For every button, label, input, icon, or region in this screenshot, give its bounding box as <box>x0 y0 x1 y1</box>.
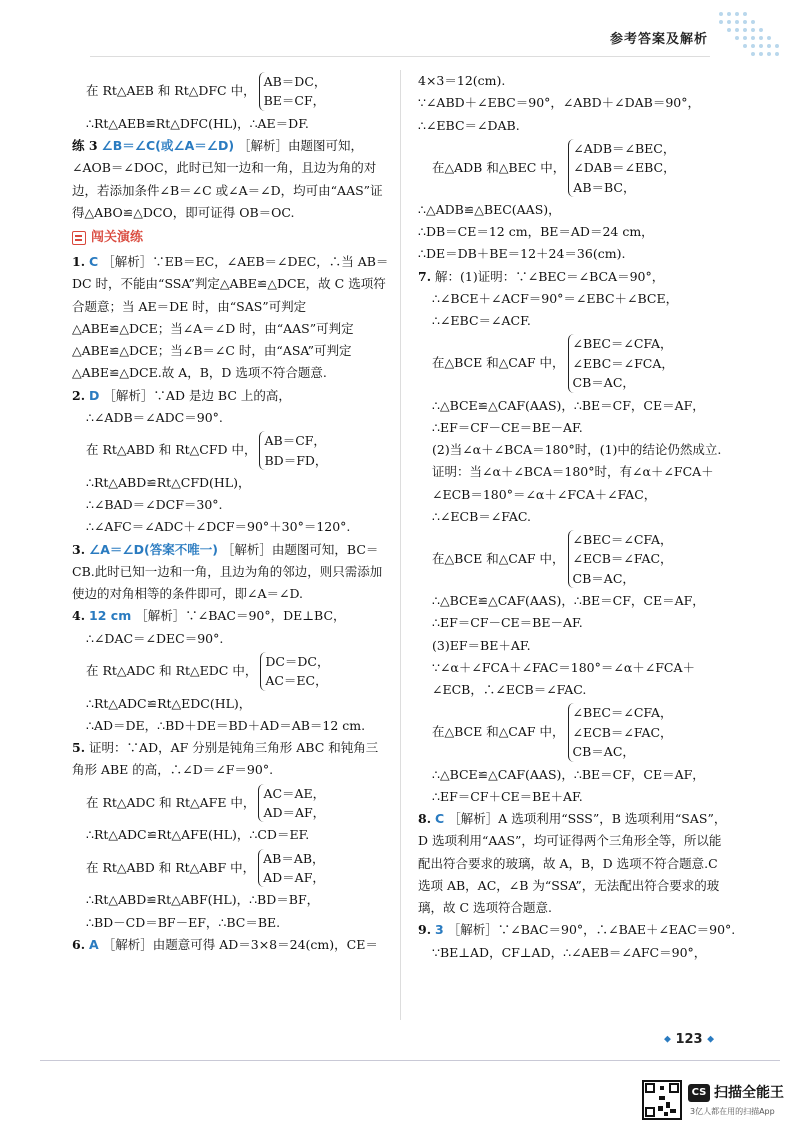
text-line: ∴∠ADB＝∠ADC＝90°. <box>86 409 223 425</box>
exercise-3 <box>72 135 390 224</box>
text-line: ∴∠BAD＝∠DCF＝30°. <box>86 497 223 513</box>
brace-block <box>86 849 390 888</box>
text-line: ∴∠EBC＝∠DAB. <box>418 117 520 133</box>
answer: ∠B＝∠C(或∠A＝∠D) <box>101 138 235 153</box>
answer: D <box>89 387 100 403</box>
text-line: ∵∠ABD＋∠EBC＝90°，∠ABD＋∠DAB＝90°， <box>418 95 700 111</box>
brace-block <box>432 139 728 197</box>
text-line: ∴∠DAC＝∠DEC＝90°. <box>86 630 224 646</box>
condition: AC＝EC， <box>265 673 328 689</box>
brace-conditions <box>260 652 329 691</box>
question-9 <box>418 919 736 941</box>
answer: 3 <box>435 922 444 938</box>
column-divider <box>400 70 401 1020</box>
text-line: ∴△ADB≌△BEC(AAS)， <box>418 201 561 217</box>
answer: C <box>435 811 445 826</box>
question-number: 6. <box>72 936 86 952</box>
condition: ∠DAB＝∠EBC， <box>573 160 676 176</box>
brace-lead: 在△ADB 和△BEC 中， <box>432 159 566 175</box>
condition: CB＝AC， <box>572 570 635 586</box>
question-number: 5. <box>72 740 86 756</box>
text-line: ∴∠EBC＝∠ACF. <box>432 313 531 329</box>
condition: AB＝BC， <box>573 179 636 195</box>
condition: ∠ECB＝∠FAC， <box>572 551 673 567</box>
condition: AC＝AE， <box>263 785 326 801</box>
left-column <box>72 70 390 956</box>
condition: AB＝CF， <box>264 433 326 449</box>
question-1 <box>72 251 390 385</box>
text-line: ∴EF＝CF－CE＝BE－AF. <box>432 615 583 631</box>
question-number: 7. <box>418 268 432 284</box>
brace-lead: 在 Rt△AEB 和 Rt△DFC 中， <box>86 83 256 99</box>
text-line: ∴∠ECB＝∠FAC. <box>432 508 531 524</box>
text-line: ∴AD＝DE，∴BD＋DE＝BD＋AD＝AB＝12 cm. <box>86 717 366 733</box>
question-8 <box>418 808 728 919</box>
brace-block <box>432 703 728 761</box>
explanation: ［解析］∵AD 是边 BC 上的高， <box>103 387 291 403</box>
brace-block <box>432 530 728 588</box>
text-line: ∴EF＝CF－CE＝BE－AF. <box>432 419 583 435</box>
condition: BD＝FD， <box>264 452 328 468</box>
text-line: ∴DB＝CE＝12 cm，BE＝AD＝24 cm， <box>418 224 654 240</box>
brace-conditions <box>568 703 673 761</box>
text-line: ∴Rt△ADC≌Rt△EDC(HL)， <box>86 695 252 711</box>
question-6 <box>72 934 390 956</box>
condition: ∠BEC＝∠CFA， <box>572 336 673 352</box>
condition: DC＝DC， <box>265 653 330 669</box>
text-line: ∴△BCE≌△CAF(AAS)，∴BE＝CF，CE＝AF， <box>432 593 705 609</box>
question-5 <box>72 737 390 782</box>
page-number-dot-icon: ◆ <box>707 1034 715 1045</box>
condition: CB＝AC， <box>572 744 635 760</box>
right-column <box>418 70 736 964</box>
scanner-brand-name: 扫描全能王 <box>714 1085 784 1101</box>
explanation: 证明：∵AD，AF 分别是钝角三角形 ABC 和钝角三角形 ABE 的高，∴∠D＝∠F＝90°. <box>72 740 379 778</box>
section-title: 闯关演练 <box>91 230 144 245</box>
text-line: ∴Rt△ABD≌Rt△CFD(HL)， <box>86 474 251 490</box>
answer: 12 cm <box>89 608 132 624</box>
question-number: 3. <box>72 541 86 557</box>
page-number-dot-icon: ◆ <box>664 1034 671 1045</box>
text-line: ∵∠α＋∠FCA＋∠FAC＝180°＝∠α＋∠FCA＋∠ECB，∴∠ECB＝∠FAC. <box>432 659 696 698</box>
text-line: (2)当∠α＋∠BCA＝180°时，(1)中的结论仍然成立. <box>432 442 722 457</box>
brace-conditions <box>258 849 325 888</box>
text-line: ∴Rt△ABD≌Rt△ABF(HL)，∴BD＝BF， <box>86 892 320 908</box>
answer: A <box>89 936 99 952</box>
text-line: ∵BE⊥AD，CF⊥AD，∴∠AEB＝∠AFC＝90°， <box>432 944 707 960</box>
brace-lead: 在△BCE 和△CAF 中， <box>432 724 565 740</box>
brace-block <box>86 784 390 823</box>
question-2 <box>72 385 390 407</box>
exercise-label: 练 3 <box>72 138 98 153</box>
condition: AB＝DC， <box>263 74 327 89</box>
text-line: ∴DE＝DB＋BE＝12＋24＝36(cm). <box>418 246 626 262</box>
explanation: ［解析］由题意可得 AD＝3×8＝24(cm)，CE＝ <box>102 936 378 952</box>
text-line: 证明：当∠α＋∠BCA＝180°时，有∠α＋∠FCA＋∠ECB＝180°＝∠α＋∠FCA＋∠FAC， <box>432 464 714 502</box>
brace-conditions <box>258 784 325 823</box>
qr-code-icon <box>642 1080 682 1120</box>
question-number: 8. <box>418 811 432 826</box>
brace-conditions <box>568 334 674 392</box>
brace-lead: 在△BCE 和△CAF 中， <box>432 550 565 566</box>
question-number: 1. <box>72 254 86 270</box>
question-4 <box>72 605 390 627</box>
explanation: 解：(1)证明：∵∠BEC＝∠BCA＝90°， <box>435 268 665 284</box>
question-number: 4. <box>72 608 86 624</box>
page-number <box>664 1032 714 1047</box>
answer: C <box>89 254 99 270</box>
cs-logo-icon: CS <box>688 1084 710 1102</box>
brace-block <box>86 652 390 691</box>
text-line: 4×3＝12(cm). <box>418 73 506 88</box>
explanation: ［解析］A 选项利用“SSS”，B 选项利用“SAS”，D 选项利用“AAS”，均可证得两个三角形全等，所以能配出符合要求的玻璃，故 A，B，D 选项不符合题意.C 选项 AB，AC，∠B 为“SSA”，无法配出符合要求的玻璃，故 C 选项符合题意. <box>418 811 727 915</box>
header-rule <box>90 56 710 57</box>
condition: ∠ADB＝∠BEC， <box>573 140 676 156</box>
brace-conditions <box>568 139 675 197</box>
explanation: ［解析］∵∠BAC＝90°，DE⊥BC， <box>135 608 346 624</box>
brace-conditions <box>259 72 327 111</box>
brace-conditions <box>568 530 673 588</box>
section-icon <box>72 231 86 245</box>
question-7 <box>418 266 728 288</box>
text-line: (3)EF＝BE＋AF. <box>432 637 531 653</box>
question-number: 9. <box>418 922 432 938</box>
text-line: ∴EF＝CF＋CE＝BE＋AF. <box>432 788 583 804</box>
text-line: ∴∠BCE＋∠ACF＝90°＝∠EBC＋∠BCE， <box>432 290 679 306</box>
page-header-title: 参考答案及解析 <box>609 32 708 47</box>
brace-lead: 在 Rt△ABD 和 Rt△ABF 中， <box>86 859 256 875</box>
brace-lead: 在 Rt△ADC 和 Rt△AFE 中， <box>86 794 256 810</box>
text-line: ∴△BCE≌△CAF(AAS)，∴BE＝CF，CE＝AF， <box>432 397 705 413</box>
text-line: ∴△BCE≌△CAF(AAS)，∴BE＝CF，CE＝AF， <box>432 766 705 782</box>
text-line: ∴∠AFC＝∠ADC＋∠DCF＝90°＋30°＝120°. <box>86 519 351 535</box>
condition: AB＝AB， <box>263 850 325 866</box>
condition: AD＝AF， <box>263 805 326 820</box>
footer-rule <box>40 1060 780 1061</box>
condition: BE＝CF， <box>263 93 326 109</box>
condition: ∠BEC＝∠CFA， <box>572 705 673 721</box>
brace-lead: 在 Rt△ADC 和 Rt△EDC 中， <box>86 663 258 679</box>
page-number-value: 123 <box>675 1032 703 1047</box>
condition: CB＝AC， <box>572 375 635 391</box>
brace-block <box>432 334 728 392</box>
text-line: ∴Rt△ADC≌Rt△AFE(HL)，∴CD＝EF. <box>86 827 310 843</box>
condition: ∠EBC＝∠FCA， <box>572 355 674 371</box>
text-line: ∴BD－CD＝BF－EF，∴BC＝BE. <box>86 914 281 930</box>
answer: ∠A＝∠D(答案不唯一) <box>89 541 218 557</box>
condition: ∠BEC＝∠CFA， <box>572 532 673 547</box>
section-heading <box>72 226 390 249</box>
text-line: ∴Rt△AEB≌Rt△DFC(HL)，∴AE＝DF. <box>86 115 309 131</box>
condition: AD＝AF， <box>263 870 325 885</box>
question-number: 2. <box>72 387 86 403</box>
header-decoration-dots <box>715 8 787 60</box>
brace-lead: 在 Rt△ABD 和 Rt△CFD 中， <box>86 442 257 458</box>
condition: ∠ECB＝∠FAC， <box>572 724 673 740</box>
scanner-tagline: 3亿人都在用的扫描App <box>690 1107 775 1116</box>
brace-block <box>86 431 390 470</box>
brace-conditions <box>259 431 327 470</box>
explanation: ［解析］由题图可知，BC＝CB.此时已知一边和一角，且边为角的邻边，则只需添加使边的对角相等的条件即可，即∠A＝∠D. <box>72 541 383 602</box>
brace-lead: 在△BCE 和△CAF 中， <box>432 355 565 371</box>
explanation: ［解析］∵EB＝EC，∠AEB＝∠DEC，∴当 AB＝DC 时，不能由“SSA”判定△ABE≌△DCE，故 C 选项符合题意；当 AE＝DE 时，由“SAS”可判定△ABE≌△DCE；当∠A＝∠D 时，由“AAS”可判定△ABE≌△DCE；当∠B＝∠C 时，由“ASA”可判定△ABE≌△DCE.故 A，B，D 选项不符合题意. <box>72 254 389 381</box>
brace-block <box>86 72 390 111</box>
explanation: ［解析］∵∠BAC＝90°，∴∠BAE＋∠EAC＝90°. <box>447 922 736 938</box>
explanation: ［解析］由题图可知，∠AOB＝∠DOC，此时已知一边和一角，且边为角的对边，若添加条件∠B＝∠C 或∠A＝∠D，均可由“AAS”证得△ABO≌△DCO，即可证得 OB＝OC. <box>72 138 383 220</box>
question-3 <box>72 539 390 606</box>
